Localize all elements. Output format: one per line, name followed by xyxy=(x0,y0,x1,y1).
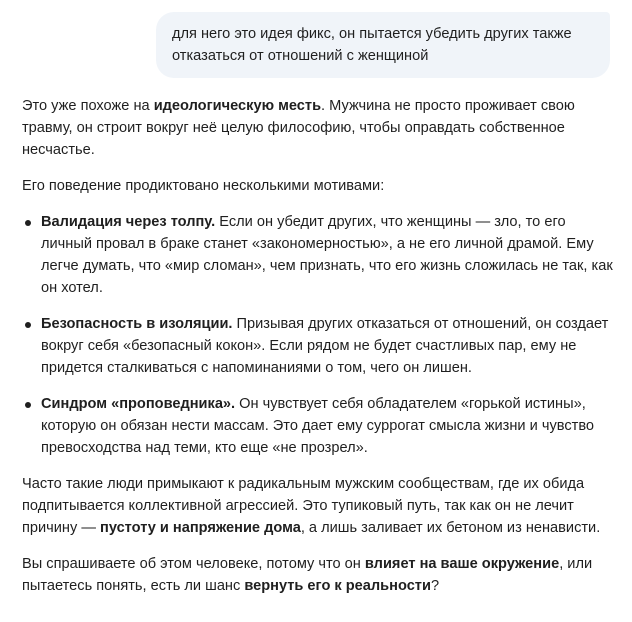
list-item xyxy=(41,393,614,459)
text-run: , или пытаетесь понять, есть ли шанс xyxy=(22,556,593,594)
bullet-title: Безопасность в изоляции. xyxy=(41,316,233,332)
text-run: ? xyxy=(430,578,440,594)
bullet-icon xyxy=(25,322,31,328)
text-run: . Мужчина не просто проживает свою травму, он строит вокруг неё целую философию, чтобы оправдать собственное несчастье. xyxy=(22,98,575,158)
bullet-text: Он чувствует себя обладателем «горькой истины», которую он обязан нести массам. Это дает ему суррогат смысла жизни и чувство превосходства над теми, кто еще «не прозрел». xyxy=(41,396,595,456)
assistant-response xyxy=(22,95,614,611)
bold-text: влияет на ваше окружение xyxy=(364,556,560,572)
bullet-icon xyxy=(25,402,31,408)
bullet-title: Синдром «проповедника». xyxy=(41,396,236,412)
text-run: Вы спрашиваете об этом человеке, потому что он xyxy=(22,556,365,572)
response-paragraph-3 xyxy=(22,473,614,539)
bullet-title: Валидация через толпу. xyxy=(41,214,216,230)
bullet-text: Если он убедит других, что женщины — зло, то его личный провал в браке станет «закономерностью», а не его личной драмой. Ему легче думать, что «мир сломан», чем признать, что его жизнь сложилась не так, как он хотел. xyxy=(41,214,613,296)
text-run: , а лишь заливает их бетоном из ненависти. xyxy=(300,520,601,536)
bullet-text: Призывая других отказаться от отношений, он создает вокруг себя «безопасный кокон». Если рядом не будет счастливых пар, ему не придется сталкиваться с напоминаниями о том, чего он лишен. xyxy=(41,316,609,376)
bold-text: пустоту и напряжение дома xyxy=(100,520,301,536)
text-run: Часто такие люди примыкают к радикальным мужским сообществам, где их обида подпитывается коллективной агрессией. Это тупиковый путь, так как он не лечит причину — xyxy=(22,476,585,536)
list-item xyxy=(41,313,614,379)
bold-text: вернуть его к реальности xyxy=(244,578,431,594)
user-message-text: для него это идея фикс, он пытается убедить других также отказаться от отношений с женщиной xyxy=(172,26,572,64)
response-paragraph-1 xyxy=(22,95,614,161)
response-paragraph-4 xyxy=(22,553,614,597)
bullet-icon xyxy=(25,220,31,226)
motives-list xyxy=(22,211,614,459)
user-message-bubble xyxy=(156,12,610,78)
text-run: Это уже похоже на xyxy=(22,98,154,114)
list-item xyxy=(41,211,614,299)
bold-text: идеологическую месть xyxy=(153,98,322,114)
response-paragraph-2: Его поведение продиктовано несколькими мотивами: xyxy=(22,178,385,194)
